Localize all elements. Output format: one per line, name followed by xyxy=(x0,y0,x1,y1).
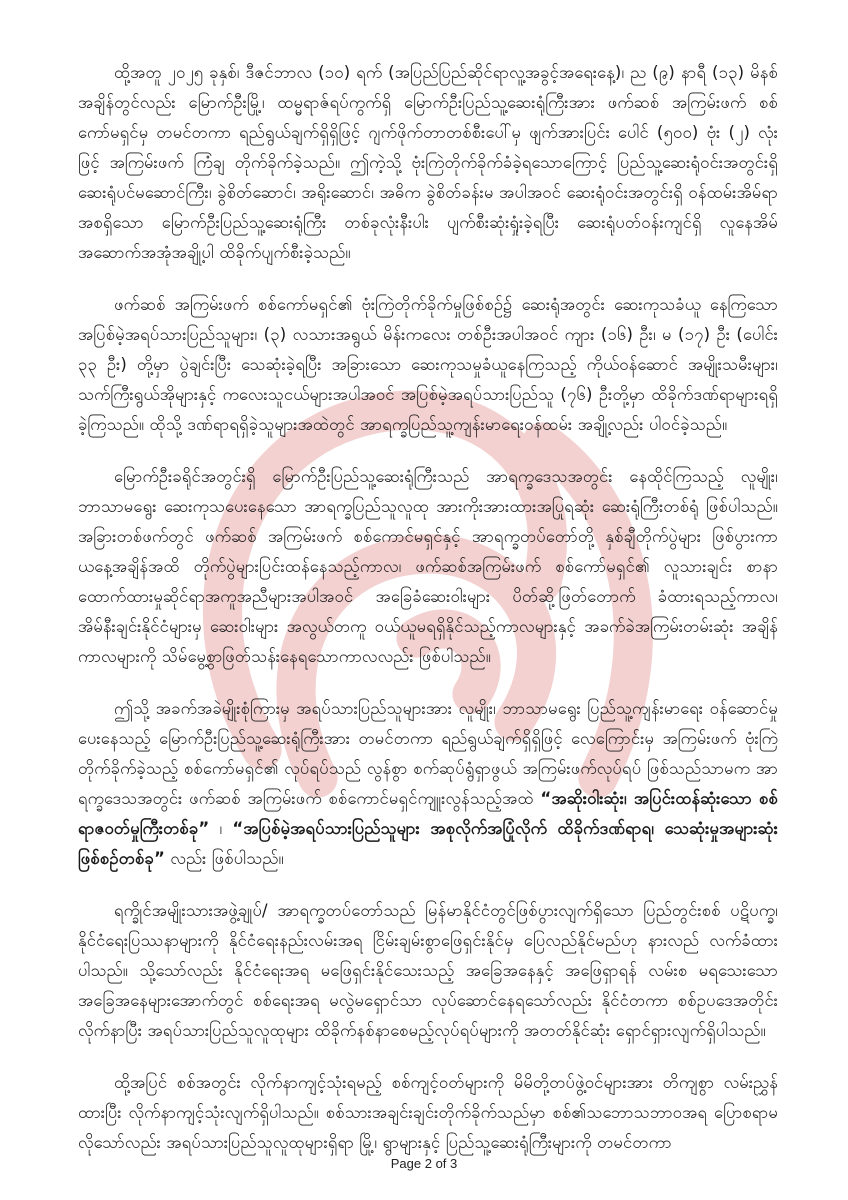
document-body xyxy=(78,58,778,1180)
bold-phrase: “အပြစ်မဲ့အရပ်သားပြည်သူများ အစုလိုက်အပြုံလိုက် ထိခိုက်ဒဏ်ရာရ၊ သေဆုံးမှုအများဆုံးဖြစ်စဉ်တစ်ခု” xyxy=(78,819,778,868)
paragraph-4 xyxy=(78,694,778,874)
bold-phrase: “အဆိုးဝါးဆုံး၊ အပြင်းထန်ဆုံးသော စစ်ရာဇဝတ်မှုကြီးတစ်ခု” xyxy=(78,789,779,838)
paragraph-text: ထို့အတူ ၂၀၂၅ ခုနှစ်၊ ဒီဇင်ဘာလ (၁၀) ရက် (အပြည်ပြည်ဆိုင်ရာလူ့အခွင့်အရေးနေ့)၊ ည (၉) နာရီ (၁၃) မိနစ် အချိန်တွင်လည်း မြောက်ဦးမြို့၊ ထမ္မရာဇ်ရပ်ကွက်ရှိ မြောက်ဦးပြည်သူ့ဆေးရုံကြီးအား ဖက်ဆစ် အကြမ်းဖက် စစ်ကော်မရှင်မှ တမင်တကာ ရည်ရွယ်ချက်ရှိရှိဖြင့် ဂျက်ဖိုက်တာတစ်စီးပေါ်မှ ဖျက်အားပြင်း ပေါင် (၅၀၀) ဗုံး (၂) လုံး ဖြင့် အကြမ်းဖက် ကြံချ တိုက်ခိုက်ခဲ့သည်။ ဤကဲ့သို့ ဗုံးကြဲတိုက်ခိုက်ခံခဲ့ရသောကြောင့် ပြည်သူ့ဆေးရုံဝင်းအတွင်းရှိ ဆေးရုံပင်မဆောင်ကြီး၊ ခွဲစိတ်ဆောင်၊ အရိုးဆောင်၊ အဓိက ခွဲစိတ်ခန်းမ အပါအဝင် ဆေးရုံဝင်းအတွင်းရှိ ဝန်ထမ်းအိမ်ရာ အစရှိသော မြောက်ဦးပြည်သူ့ဆေးရုံကြီး တစ်ခုလုံးနီးပါး ပျက်စီးဆုံးရှုံးခဲ့ရပြီး ဆေးရုံပတ်ဝန်းကျင်ရှိ လူနေအိမ် အဆောက်အအုံအချို့ပါ ထိခိုက်ပျက်စီးခဲ့သည်။ xyxy=(78,63,778,262)
paragraph-text: မြောက်ဦးခရိုင်အတွင်းရှိ မြောက်ဦးပြည်သူ့ဆေးရုံကြီးသည် အာရက္ခဒေသအတွင်း နေထိုင်ကြသည့် လူမျိုး၊ ဘာသာမရွေး ဆေးကုသပေးနေသော အာရက္ခပြည်သူလူထု အားကိုးအားထားအပြုရဆုံး ဆေးရုံကြီးတစ်ရုံ ဖြစ်ပါသည်။ အခြားတစ်ဖက်တွင် ဖက်ဆစ် အကြမ်းဖက် စစ်ကောင်မရှင်နှင့် အာရက္ခတပ်တော်တို့ နှစ်ချီတိုက်ပွဲများ ဖြစ်ပွားကာ ယနေ့အချိန်အထိ တိုက်ပွဲများပြင်းထန်နေသည့်ကာလ၊ ဖက်ဆစ်အကြမ်းဖက် စစ်ကော်မရှင်၏ လူသားချင်း စာနာထောက်ထားမှုဆိုင်ရာအကူအညီများအပါအဝင် အခြေခံဆေးဝါးများ ပိတ်ဆို့ဖြတ်တောက် ခံထားရသည့်ကာလ၊ အိမ်နီးချင်းနိုင်ငံများမှ ဆေးဝါးများ အလွယ်တကူ ဝယ်ယူမရရှိနိုင်သည့်ကာလများနှင့် အခက်ခဲအကြမ်းတမ်းဆုံး အချိန်ကာလများကို သိမ်မွေ့စွာဖြတ်သန်းနေရသောကာလလည်း ဖြစ်ပါသည်။ xyxy=(78,467,778,666)
paragraph-text: ဖက်ဆစ် အကြမ်းဖက် စစ်ကော်မရှင်၏ ဗုံးကြဲတိုက်ခိုက်မှုဖြစ်စဉ်၌ ဆေးရုံအတွင်း ဆေးကုသခံယူ နေကြသော အပြစ်မဲ့အရပ်သားပြည်သူများ၊ (၃) လသားအရွယ် မိန်းကလေး တစ်ဦးအပါအဝင် ကျား (၁၆) ဦး၊ မ (၁၇) ဦး (ပေါင်း ၃၃ ဦး) တို့မှာ ပွဲချင်းပြီး သေဆုံးခဲ့ရပြီး အခြားသော ဆေးကုသမှုခံယူနေကြသည့် ကိုယ်ဝန်ဆောင် အမျိုးသမီးများ၊ သက်ကြီးရွယ်အိုများနှင့် ကလေးသူငယ်များအပါအဝင် အပြစ်မဲ့အရပ်သားပြည်သူ (၇၆) ဦးတို့မှာ ထိခိုက်ဒဏ်ရာများရရှိခဲ့ကြသည်။ ထိုသို့ ဒဏ်ရာရရှိခဲ့သူများအထဲတွင် အာရက္ခပြည်သူ့ကျန်းမာရေးဝန်ထမ်း အချို့လည်း ပါဝင်ခဲ့သည်။ xyxy=(78,295,778,434)
page-number: Page 2 of 3 xyxy=(390,1156,458,1171)
paragraph-1 xyxy=(78,58,778,268)
paragraph-text: ရက္ခိုင်အမျိုးသားအဖွဲ့ချုပ်/ အာရက္ခတပ်တော်သည် မြန်မာနိုင်ငံတွင်ဖြစ်ပွားလျက်ရှိသော ပြည်တွင်းစစ် ပဋိပက္ခ၊ နိုင်ငံရေးပြဿနာများကို နိုင်ငံရေးနည်းလမ်းအရ ငြိမ်းချမ်းစွာဖြေရှင်းနိုင်မှ ပြေလည်နိုင်မည်ဟု နားလည် လက်ခံထားပါသည်။ သို့သော်လည်း နိုင်ငံရေးအရ မဖြေရှင်းနိုင်သေးသည့် အခြေအနေနှင့် အဖြေရှာရန် လမ်းစ မရသေးသော အခြေအနေများအောက်တွင် စစ်ရေးအရ မလွဲမရှောင်သာ လုပ်ဆောင်နေရသော်လည်း နိုင်ငံတကာ စစ်ဥပဒေအတိုင်း လိုက်နာပြီး အရပ်သားပြည်သူလူထုများ ထိခိုက်နစ်နာစေမည့်လုပ်ရပ်များကို အတတ်နိုင်ဆုံး ရှောင်ရှားလျက်ရှိပါသည်။ xyxy=(78,901,778,1040)
paragraph-text: ၊ xyxy=(209,819,233,838)
paragraph-text: ထို့အပြင် စစ်အတွင်း လိုက်နာကျင့်သုံးရမည့် စစ်ကျင့်ဝတ်များကို မိမိတို့တပ်ဖွဲ့ဝင်များအား တိကျစွာ လမ်းညွှန်ထားပြီး လိုက်နာကျင့်သုံးလျက်ရှိပါသည်။ စစ်သားအချင်းချင်းတိုက်ခိုက်သည်မှာ စစ်၏သဘောသဘာဝအရ ပြောစရာမလိုသော်လည်း အရပ်သားပြည်သူလူထုများရှိရာ မြို့၊ ရွာများနှင့် ပြည်သူ့ဆေးရုံကြီးများကို တမင်တကာ xyxy=(78,1073,778,1152)
paragraph-text: လည်း ဖြစ်ပါသည်။ xyxy=(164,849,284,868)
paragraph-5 xyxy=(78,896,778,1046)
paragraph-2 xyxy=(78,290,778,440)
paragraph-6 xyxy=(78,1068,778,1158)
paragraph-text: ဤသို့ အခက်အခဲမျိုးစုံကြားမှ အရပ်သားပြည်သူများအား လူမျိုး၊ ဘာသာမရွေး ပြည်သူ့ကျန်းမာရေး ဝန်ဆောင်မှုပေးနေသည့် မြောက်ဦးပြည်သူ့ဆေးရုံကြီးအား တမင်တကာ ရည်ရွယ်ချက်ရှိရှိဖြင့် လေကြောင်းမှ အကြမ်းဖက် ဗုံးကြဲတိုက်ခိုက်ခဲ့သည့် စစ်ကော်မရှင်၏ လုပ်ရပ်သည် လွန်စွာ စက်ဆုပ်ရွံရှာဖွယ် အကြမ်းဖက်လုပ်ရပ် ဖြစ်သည်သာမက အာရက္ခဒေသအတွင်း ဖက်ဆစ် အကြမ်းဖက် စစ်ကောင်မရှင်ကျူးလွန်သည့်အထဲ xyxy=(78,699,778,808)
paragraph-3 xyxy=(78,462,778,672)
